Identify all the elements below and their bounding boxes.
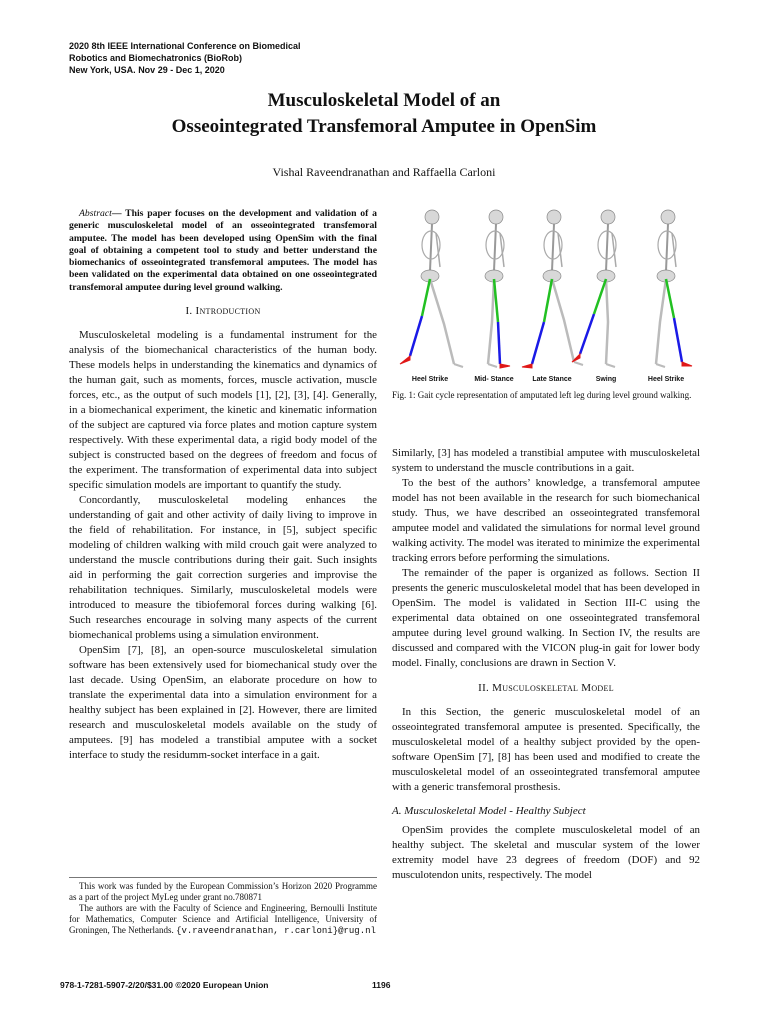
skeleton-prosthesis-foot-0	[400, 356, 410, 364]
right-paragraph-1: Similarly, [3] has modeled a transtibial amputee with musculoskeletal system to understand the muscle contributions in a gait.	[392, 447, 700, 474]
gait-cycle-figure	[392, 204, 700, 384]
subsection-title-healthy: A. Musculoskeletal Model - Healthy Subject	[392, 805, 586, 817]
footnote-affiliation: The authors are with the Faculty of Science and Engineering, Bernoulli Institute for Mathematics, Computer Science and Artificial Intelligence, University of Groningen, The Netherlands.	[69, 903, 377, 935]
skeleton-skull-1	[489, 210, 503, 224]
footnote-emails[interactable]: {v.raveendranathan, r.carloni}@rug.nl	[176, 926, 376, 936]
skeleton-residual-thigh-4	[666, 279, 674, 318]
phase-label-mid-stance: Mid- Stance	[474, 376, 514, 383]
skeleton-prosthesis-foot-4	[682, 362, 692, 366]
skeleton-prosthesis-foot-2	[522, 364, 532, 368]
right-column	[392, 446, 700, 883]
skeleton-prosthesis-shank-2	[532, 322, 544, 364]
skeleton-intact-leg-0	[430, 279, 454, 364]
skeleton-skull-0	[425, 210, 439, 224]
intro-paragraph-2: Concordantly, musculoskeletal modeling enhances the understanding of gait and other activity of daily living to improve in the field of rehabilitation. For instance, in [5], subject specific modeling of children walking with mild crouch gait were analyzed to understand the muscle contributions during their gait. Such insights aid in performing the gait correction surgeries and improvise the rehabilitation techniques. Similarly, musculoskeletal models were introduced to measure the tibiofemoral forces during walking [6]. Such researches encourage in solving many aspects of the current biomechanical problems using a simulation environment.	[69, 494, 377, 642]
skeleton-residual-thigh-1	[494, 279, 498, 322]
phase-label-heel-strike-2: Heel Strike	[647, 376, 685, 383]
skeleton-residual-thigh-2	[544, 279, 552, 322]
intro-paragraph-1: Musculoskeletal modeling is a fundamental instrument for the analysis of the biomechanical characteristics of the human body. These models helps in understanding the kinematics and dynamics of the human gait, such as moments, forces, muscle activation, muscle forces, etc., as the output of such models [1], [2], [3], [4]. Generally, in a biomechanical experiment, the kinetic and kinematic information of the subject are captured via force plates and motion capture system respectively. With these experimental data, a rigid body model of the subject is constructed based on the degrees of freedom and focus of the experiment. The transformation of experimental data into subject specific simulation models are important to quantify the study.	[69, 329, 377, 492]
conf-line-2: Robotics and Biomechatronics (BioRob)	[69, 53, 243, 63]
section-title-intro: I. Introduction	[185, 305, 261, 318]
title-line-1: Musculoskeletal Model of an	[267, 90, 501, 111]
phase-label-late-stance: Late Stance	[532, 376, 572, 383]
footer-isbn: 978-1-7281-5907-2/20/$31.00 ©2020 European Union	[60, 980, 269, 990]
skeleton-residual-thigh-0	[422, 279, 430, 316]
authors: Vishal Raveendranathan and Raffaella Carloni	[272, 165, 496, 179]
figure-caption: Fig. 1: Gait cycle representation of amputated left leg during level ground walking.	[392, 390, 692, 400]
abstract-label: Abstract	[79, 208, 112, 219]
model-paragraph: In this Section, the generic musculoskeletal model of an osseointegrated transfemoral amputee is presented. Specifically, the musculoskeletal model of a healthy subject provided by the open-software OpenSim [7], [8] has been used and modified to create the musculoskeletal model of an osseointegrated transfemoral amputee with a generic transfemoral prosthesis.	[392, 706, 700, 793]
section-title-model: II. Musculoskeletal Model	[478, 682, 614, 694]
skeleton-intact-foot-3	[606, 364, 615, 367]
conf-line-3: New York, USA. Nov 29 - Dec 1, 2020	[69, 65, 225, 75]
skeleton-intact-foot-2	[574, 362, 583, 365]
skeleton-residual-thigh-3	[594, 279, 606, 314]
skeleton-intact-leg-1	[488, 279, 494, 364]
right-paragraph-2: To the best of the authors’ knowledge, a transfemoral amputee model has not been available in the research for such biomechanical study. Thus, we have described an osseointegrated transfemoral amputee model and validated the simulations for normal level ground walking activity. The model was iterated to minimize the experimental tracking errors before performing the simulations.	[392, 477, 700, 564]
title-line-2: Osseointegrated Transfemoral Amputee in OpenSim	[171, 116, 597, 137]
abstract-text: This paper focuses on the development and validation of a generic musculoskeletal model of an osseointegrated transfemoral amputee. The model has been developed using OpenSim with the final goal of obtaining a competent tool to study and better understand the biomechanics of osseointegrated transfemoral amputees. The model has been validated on the experimental data obtained on one osseointegrated transfemoral amputee during level ground walking.	[69, 208, 377, 293]
footnote-funding: This work was funded by the European Commission’s Horizon 2020 Programme as a part of the project MyLeg under grant no.780871	[69, 881, 377, 902]
skeleton-prosthesis-shank-1	[498, 322, 500, 364]
footnote	[69, 877, 377, 937]
intro-paragraph-3: OpenSim [7], [8], an open-source musculoskeletal simulation software has been extensively used for biomechanical study over the last decade. Using OpenSim, an elaborate procedure on how to translate the experimental data into a simulation environment for a healthy subject has been explained in [2]. However, there are limited research and musculoskeletal models available on the study of amputees. [9] has modeled a transtibial amputee with a socket interface to study the residumm-socket interface in a gait.	[69, 644, 377, 762]
skeleton-intact-foot-0	[454, 364, 463, 367]
skeleton-skull-3	[601, 210, 615, 224]
skeleton-prosthesis-shank-0	[410, 316, 422, 356]
phase-label-swing: Swing	[595, 376, 617, 383]
skeleton-prosthesis-shank-4	[674, 318, 682, 362]
conference-header	[69, 40, 301, 76]
skeleton-intact-foot-1	[488, 364, 497, 367]
conf-line-1: 2020 8th IEEE International Conference on Biomedical	[69, 41, 301, 51]
skeleton-intact-leg-3	[606, 279, 608, 364]
healthy-paragraph: OpenSim provides the complete musculoskeletal model of an healthy subject. The skeletal and muscular system of the lower extremity model have 23 degrees of freedom (DOF) and 92 musculotendon units, respectively. The model	[392, 824, 700, 881]
left-column	[69, 208, 377, 763]
paper-title	[0, 88, 768, 140]
skeleton-skull-2	[547, 210, 561, 224]
page-number: 1196	[372, 980, 391, 990]
skeleton-skull-4	[661, 210, 675, 224]
skeleton-intact-foot-4	[656, 364, 665, 367]
right-paragraph-3: The remainder of the paper is organized as follows. Section II presents the generic musculoskeletal model that has been developed in OpenSim. The model is validated in Section III-C using the experimental data obtained on one osseointegrated transfemoral amputee during level ground walking. In Section IV, the results are discussed and compared with the VICON plug-in gait for lower body model. Finally, conclusions are drawn in Section V.	[392, 567, 700, 669]
abstract: Abstract— This paper focuses on the development and validation of a generic musculoskeletal model of an osseointegrated transfemoral amputee. The model has been developed using OpenSim with the final goal of obtaining a competent tool to study and better understand the biomechanics of osseointegrated transfemoral amputees. The model has been validated on the experimental data obtained on one osseointegrated transfemoral amputee during level ground walking.	[69, 208, 377, 293]
skeleton-prosthesis-shank-3	[580, 314, 594, 354]
phase-label-heel-strike-1: Heel Strike	[411, 376, 449, 383]
skeleton-intact-leg-2	[552, 279, 574, 362]
skeleton-prosthesis-foot-1	[500, 364, 510, 368]
skeleton-intact-leg-4	[656, 279, 666, 364]
